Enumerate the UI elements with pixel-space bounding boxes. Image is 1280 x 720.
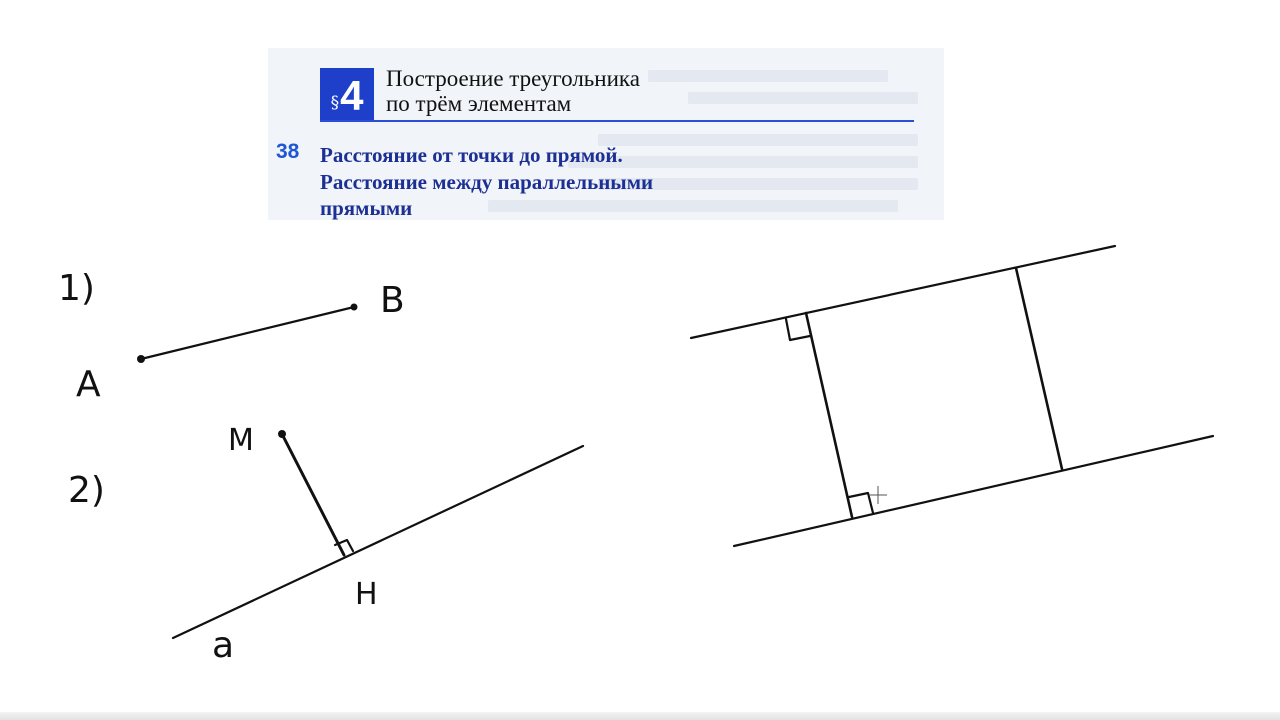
window-bottom-edge (0, 712, 1280, 720)
lesson-title-line: Расстояние от точки до прямой. (320, 143, 623, 167)
cursor-crosshair-icon (869, 486, 887, 504)
point-b-dot (351, 304, 358, 311)
point-m-dot (278, 430, 286, 438)
perpendicular-mh (282, 434, 344, 555)
lesson-title-line: Расстояние между параллельными (320, 169, 654, 194)
perpendicular-segment-right (1016, 268, 1062, 469)
segment-ab (141, 307, 354, 359)
right-angle-mark-top (786, 319, 810, 340)
point-h-label: H (355, 577, 378, 612)
point-b-label: B (380, 280, 405, 321)
point-a-dot (137, 355, 145, 363)
line-a (173, 446, 583, 638)
item-2-number: 2) (68, 470, 105, 511)
section-symbol: § (330, 93, 340, 113)
lesson-number: 38 (276, 140, 300, 163)
item-1-number: 1) (58, 268, 95, 309)
perpendicular-segment-left (806, 313, 852, 517)
section-title-line: по трём элементам (386, 91, 572, 116)
lesson-title-line: прямыми (320, 196, 413, 220)
point-m-label: M (228, 423, 254, 458)
point-a-label: A (76, 364, 101, 405)
parallel-line-top (691, 246, 1115, 338)
section-number: 4 (340, 72, 364, 119)
parallel-line-bottom (734, 436, 1213, 546)
right-angle-mark-bottom (849, 493, 873, 513)
line-a-label: a (212, 625, 235, 666)
section-title-line: Построение треугольника (386, 66, 640, 91)
